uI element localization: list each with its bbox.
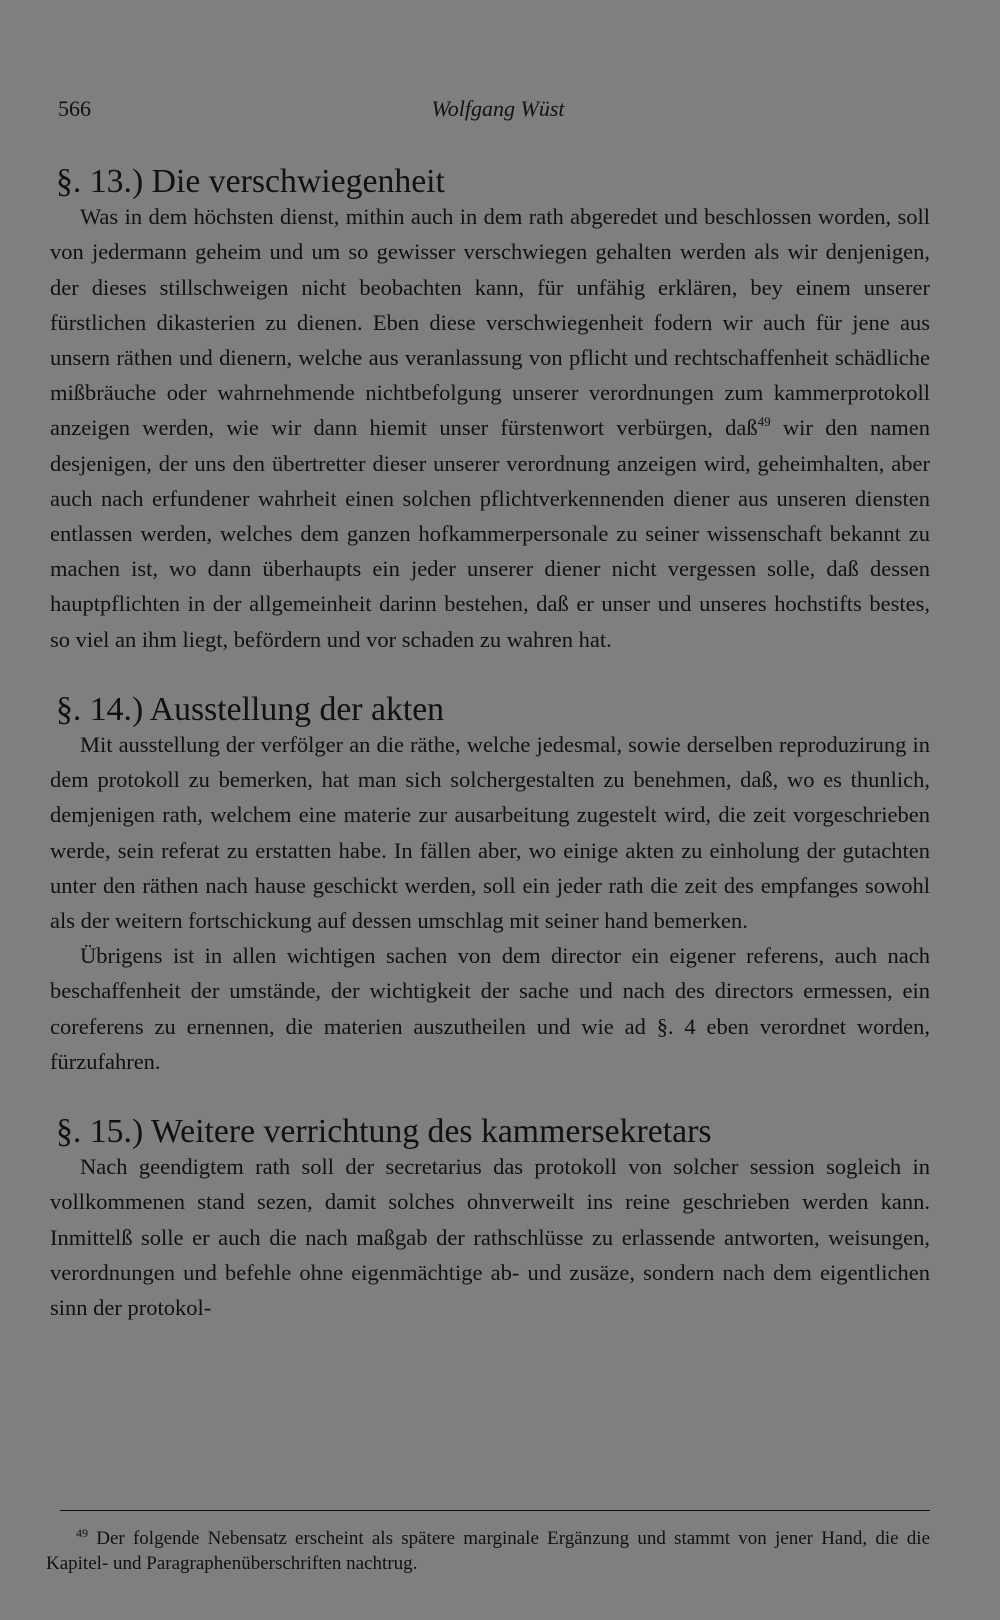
section-heading: §. 15.) Weitere verrichtung des kammersekretars — [56, 1113, 712, 1151]
section-heading: §. 14.) Ausstellung der akten — [56, 690, 445, 728]
section-14 — [50, 692, 930, 1079]
footnote-marker: 49 — [76, 1526, 88, 1540]
paragraph: Nach geendigtem rath soll der secretarius das protokoll von solcher session sogleich in vollkommenen stand sezen, damit solches ohnverweilt ins reine geschrieben werden kann. Inmittelß solle er auch die nach maßgab der rathschlüsse zu erlassende antworten, weisungen, verordnungen und befehle ohne eigenmächtige ab- und zusäze, sondern nach dem eigentlichen sinn der protokol- — [50, 1154, 930, 1321]
paragraph: Übrigens ist in allen wichtigen sachen von dem director ein eigener referens, auch nach beschaffenheit der umstände, der wichtigkeit der sache und nach des directors ermessen, ein coreferens zu ernennen, die materien auszutheilen und wie ad §. 4 eben verordnet worden, fürzufahren. — [50, 943, 930, 1074]
paragraph: Mit ausstellung der verfölger an die räthe, welche jedesmal, sowie derselben reproduzirung in dem protokoll zu bemerken, hat man sich solchergestalten zu benehmen, daß, wo es thunlich, demjenigen rath, welchem eine materie zur ausarbeitung zugestelt wird, die zeit vorgeschrieben werde, sein referat zu erstatten habe. In fällen aber, wo einige akten zu einholung der gutachten unter den räthen nach hause geschickt werden, soll ein jeder rath die zeit des empfanges sowohl als der weitern fortschickung auf dessen umschlag mit seiner hand bemerken. — [50, 732, 930, 934]
section-15 — [50, 1114, 930, 1325]
footnotes — [46, 1526, 930, 1576]
section-heading: §. 13.) Die verschwiegenheit — [56, 163, 445, 200]
footnote-49 — [46, 1526, 930, 1576]
main-text — [50, 164, 930, 1325]
paragraph — [50, 199, 930, 657]
footnote-divider — [60, 1510, 930, 1511]
page-number: 566 — [58, 96, 91, 121]
page-header — [58, 96, 938, 128]
paragraph-text: Was in dem höchsten dienst, mithin auch in dem rath abgeredet und beschlossen worden, soll von jedermann geheim und um so gewisser verschwiegen gehalten werden als wir denjenigen, der dieses stillschweigen nicht beobachten kann, für unfähig erklären, bey einem unserer fürstlichen dikasterien zu dienen. Eben diese verschwiegenheit fodern wir auch für jene aus unsern räthen und dienern, welche aus veranlassung von pflicht und rechtschaffenheit schädliche mißbräuche oder wahrnehmende nichtbefolgung unserer verordnungen zum kammerprotokoll anzeigen werden, wie wir dann hiemit unser fürstenwort verbürgen, daß — [50, 204, 930, 441]
footnote-text: Der folgende Nebensatz erscheint als spätere marginale Ergänzung und stammt von jener Hand, die die Kapitel- und Paragraphenüberschriften nachtrug. — [46, 1528, 931, 1574]
footnote-reference[interactable]: 49 — [757, 414, 771, 430]
section-spacer — [50, 657, 930, 692]
running-title: Wolfgang Wüst — [431, 96, 565, 121]
section-13 — [50, 164, 930, 657]
paragraph-text: wir den namen desjenigen, der uns den übertretter dieser unserer verordnung anzeigen wird, geheimhalten, aber auch nach erfundener wahrheit einen solchen pflichtverkennenden diener aus unseren diensten entlassen werden, welches dem ganzen hofkammerpersonale zu seiner wissenschaft bekannt zu machen ist, wo dann überhaupts ein jeder unserer diener nicht vergessen solle, daß dessen hauptpflichten in der allgemeinheit darinn bestehen, daß er unser und unseres hochstifts bestes, so viel an ihm liegt, befördern und vor schaden zu wahren hat. — [50, 415, 930, 652]
section-spacer — [50, 1079, 930, 1114]
